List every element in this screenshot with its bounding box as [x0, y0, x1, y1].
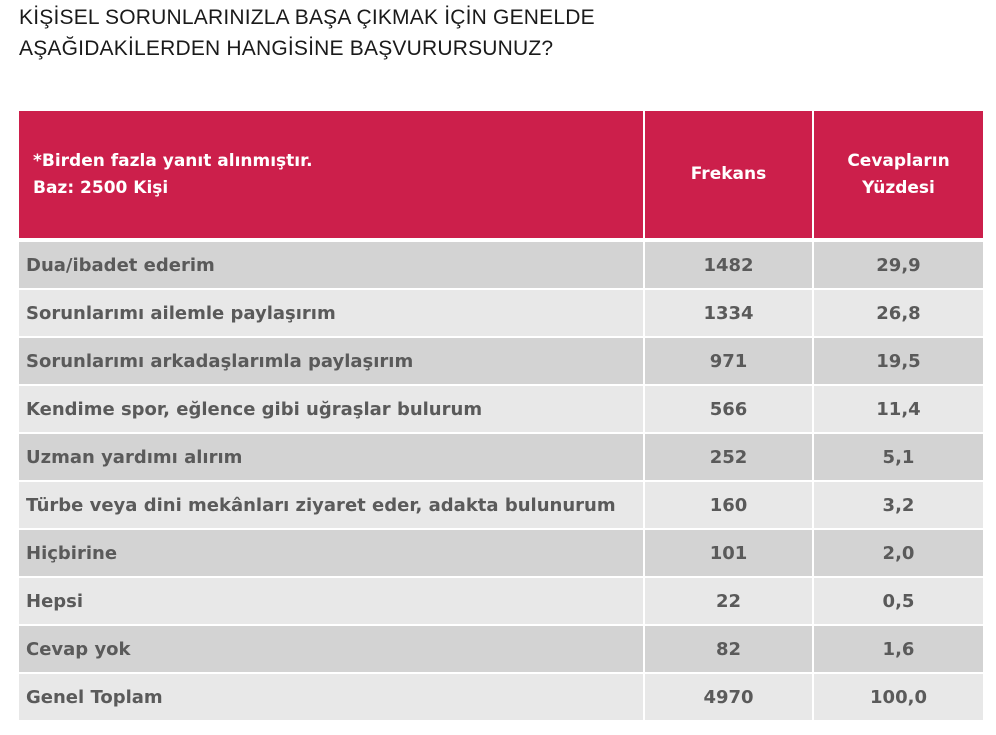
table-header: [19, 111, 983, 242]
page-title-line-2: AŞAĞIDAKİLERDEN HANGİSİNE BAŞVURURSUNUZ?: [19, 37, 554, 60]
row-label: Hiçbirine: [19, 530, 645, 578]
table-row: [19, 578, 983, 626]
table-row: [19, 338, 983, 386]
row-percent: 0,5: [814, 578, 983, 626]
row-frequency: 252: [645, 434, 814, 482]
total-label: Genel Toplam: [19, 674, 645, 722]
row-frequency: 22: [645, 578, 814, 626]
row-label: Kendime spor, eğlence gibi uğraşlar bulurum: [19, 386, 645, 434]
header-percent-label-line-1: Cevapların: [847, 150, 950, 171]
header-frequency-cell: [645, 111, 814, 242]
row-percent: 3,2: [814, 482, 983, 530]
page-title: [19, 2, 779, 64]
table-row: [19, 530, 983, 578]
table-row: [19, 290, 983, 338]
header-note-base: Baz: 2500 Kişi: [33, 177, 169, 198]
row-percent: 1,6: [814, 626, 983, 674]
row-percent: 29,9: [814, 242, 983, 290]
total-percent: 100,0: [814, 674, 983, 722]
table-body: [19, 242, 983, 722]
row-label: Hepsi: [19, 578, 645, 626]
row-frequency: 566: [645, 386, 814, 434]
row-label: Dua/ibadet ederim: [19, 242, 645, 290]
row-percent: 2,0: [814, 530, 983, 578]
row-label: Sorunlarımı ailemle paylaşırım: [19, 290, 645, 338]
row-frequency: 82: [645, 626, 814, 674]
row-frequency: 101: [645, 530, 814, 578]
header-note-cell: [19, 111, 645, 242]
row-label: Türbe veya dini mekânları ziyaret eder, adakta bulunurum: [19, 482, 645, 530]
row-frequency: 160: [645, 482, 814, 530]
table-row: [19, 626, 983, 674]
row-percent: 26,8: [814, 290, 983, 338]
row-label: Sorunlarımı arkadaşlarımla paylaşırım: [19, 338, 645, 386]
total-frequency: 4970: [645, 674, 814, 722]
table-header-row: [19, 111, 983, 242]
header-percent-cell: [814, 111, 983, 242]
table-row: [19, 386, 983, 434]
row-percent: 11,4: [814, 386, 983, 434]
table-row: [19, 242, 983, 290]
row-label: Uzman yardımı alırım: [19, 434, 645, 482]
results-table: [19, 111, 983, 722]
page-title-line-1: KİŞİSEL SORUNLARINIZLA BAŞA ÇIKMAK İÇİN GENELDE: [19, 6, 595, 29]
row-frequency: 1482: [645, 242, 814, 290]
row-percent: 5,1: [814, 434, 983, 482]
header-note-multiple-answers: *Birden fazla yanıt alınmıştır.: [33, 150, 313, 171]
row-frequency: 971: [645, 338, 814, 386]
row-percent: 19,5: [814, 338, 983, 386]
header-percent-label-line-2: Yüzdesi: [862, 177, 935, 198]
row-label: Cevap yok: [19, 626, 645, 674]
header-frequency-label: Frekans: [690, 164, 767, 184]
table-row: [19, 482, 983, 530]
table-row: [19, 434, 983, 482]
table-row-total: [19, 674, 983, 722]
row-frequency: 1334: [645, 290, 814, 338]
results-table-container: [19, 111, 983, 722]
